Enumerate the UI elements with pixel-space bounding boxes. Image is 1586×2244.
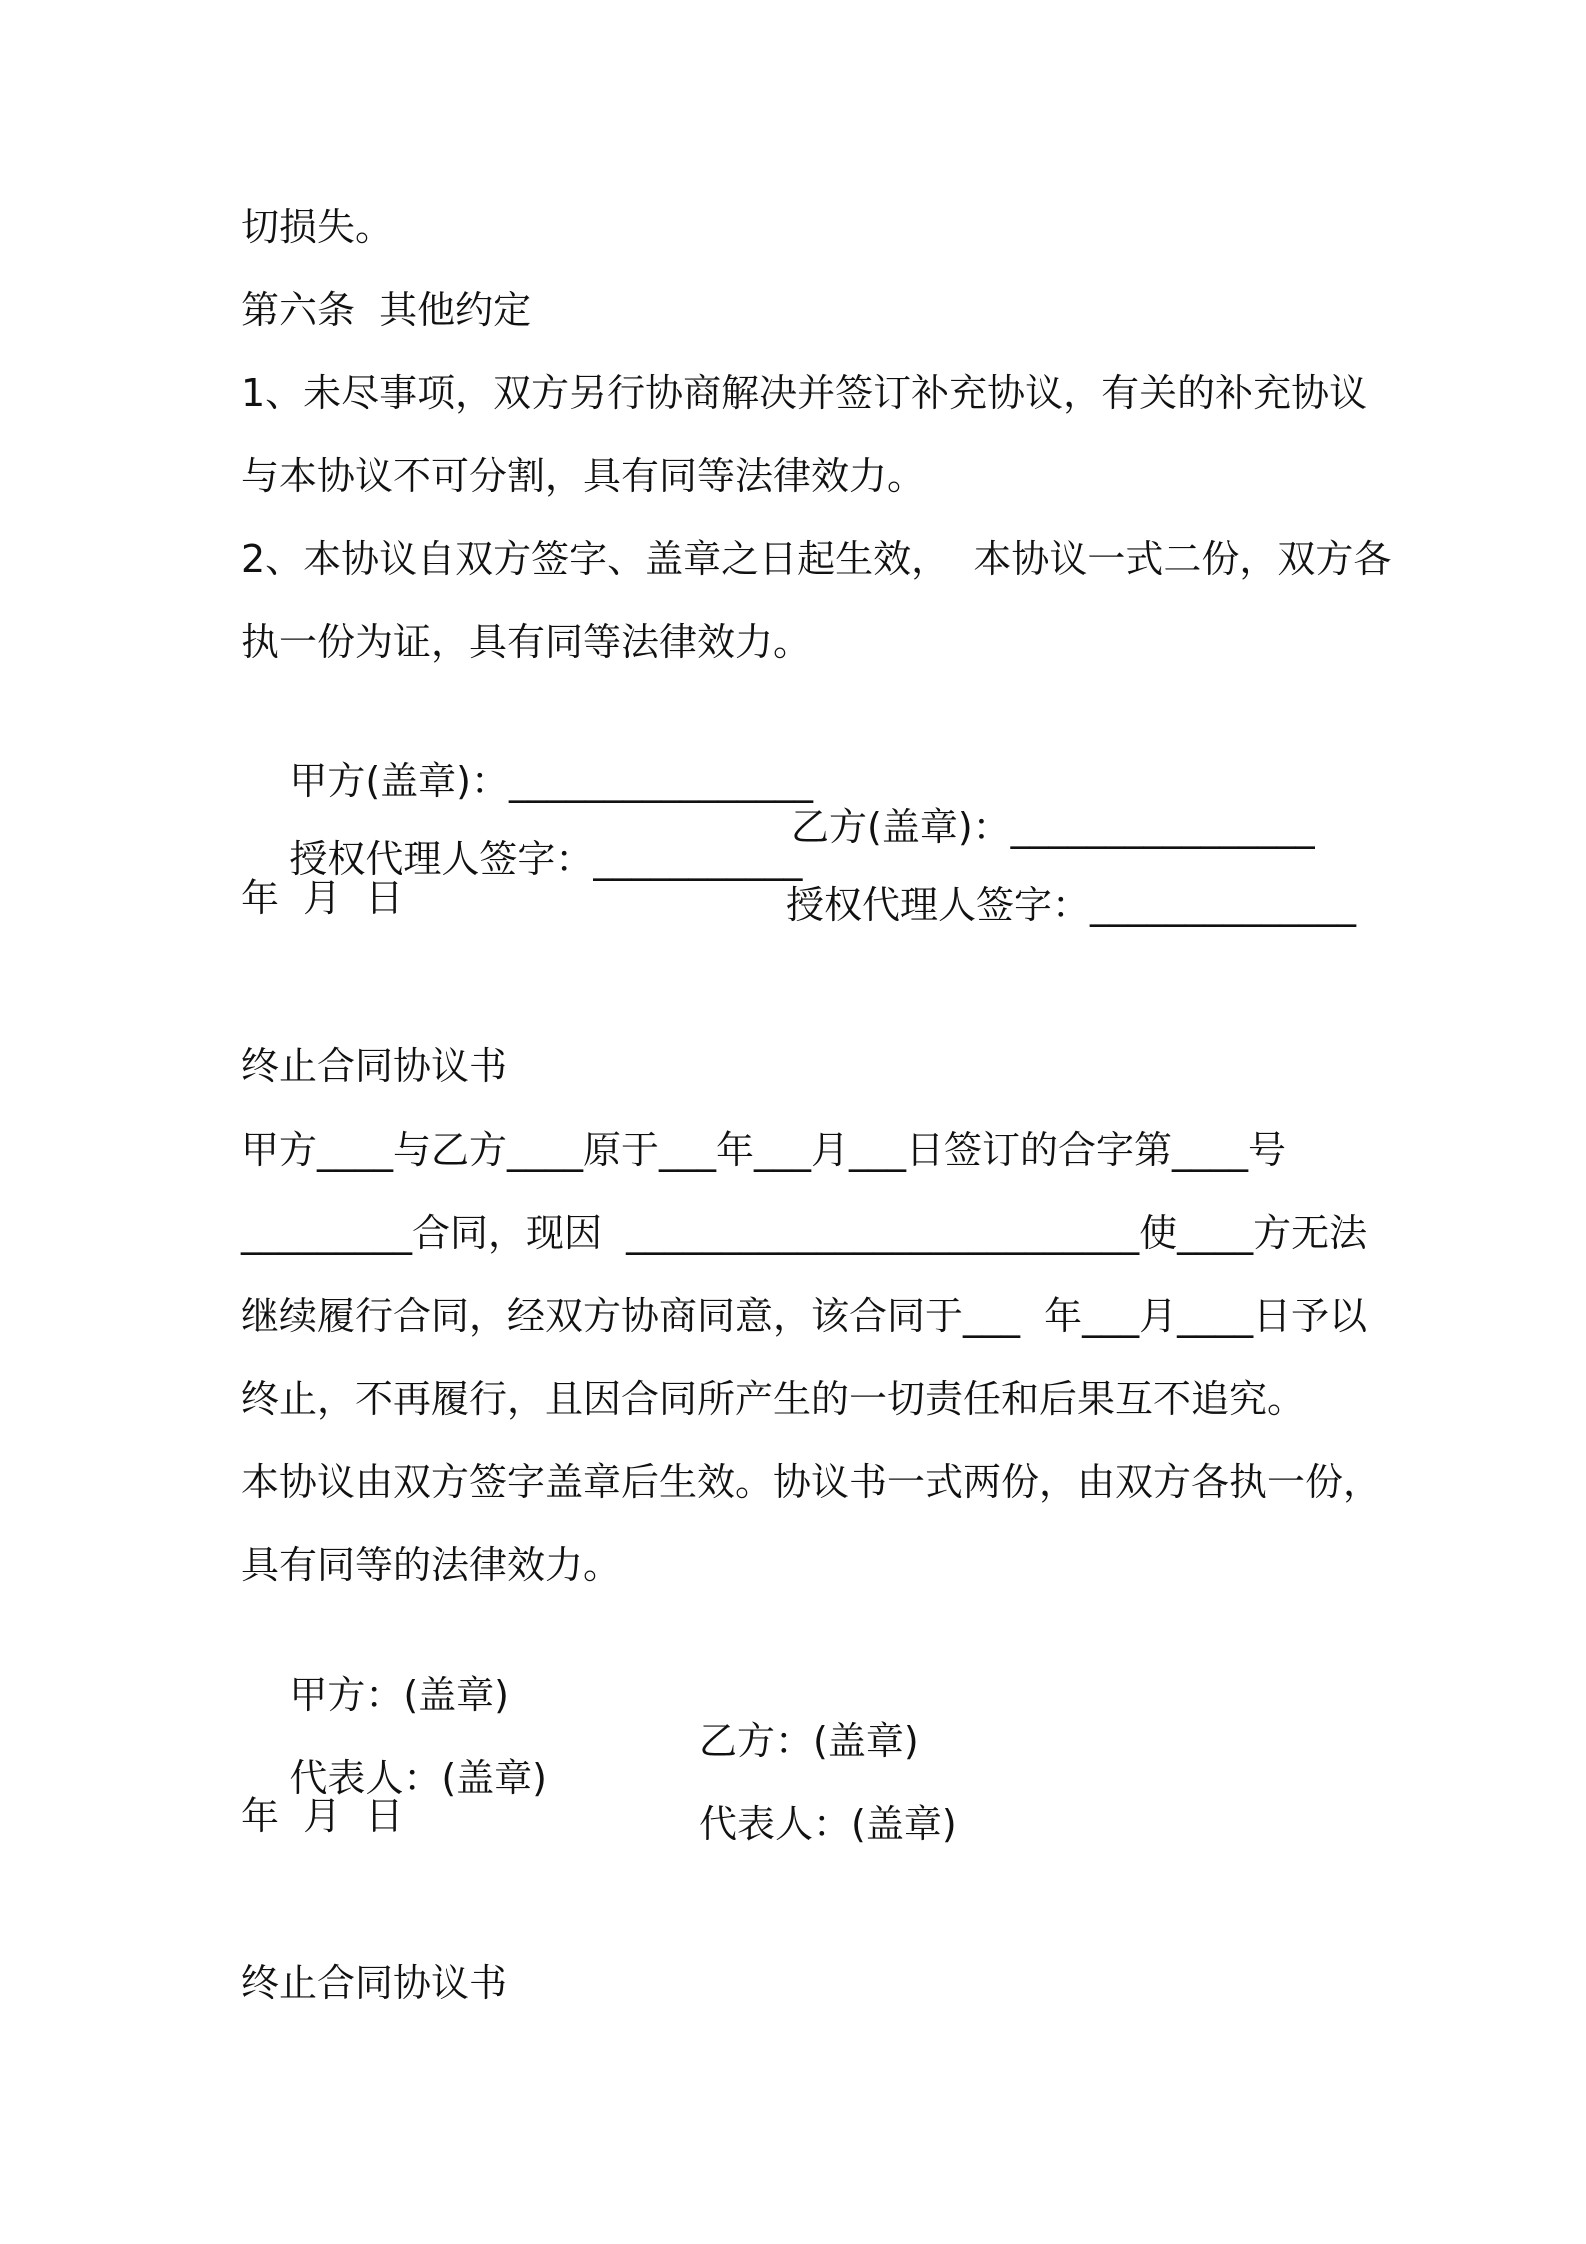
text-line: 切损失。 (241, 205, 394, 249)
document-title: 终止合同协议书 (241, 1044, 508, 1088)
party-a-representative: 代表人：(盖章) (289, 1756, 547, 1800)
section-heading: 第六条 其他约定 (241, 288, 532, 332)
party-b-representative: 代表人：(盖章) (699, 1802, 957, 1846)
text-line: _________合同，现因 ___________________________使____方无法 (241, 1211, 1368, 1255)
party-b-seal-field: 乙方(盖章)：________________ (791, 805, 1315, 849)
party-a-seal: 甲方：(盖章) (289, 1673, 509, 1717)
text-line: 与本协议不可分割，具有同等法律效力。 (241, 454, 926, 498)
date-line: 年 月 日 (241, 876, 404, 920)
text-line: 本协议由双方签字盖章后生效。协议书一式两份，由双方各执一份， (241, 1460, 1382, 1504)
document-title: 终止合同协议书 (241, 1961, 508, 2005)
party-b-seal: 乙方：(盖章) (699, 1719, 919, 1763)
text-line: 2、本协议自双方签字、盖章之日起生效， 本协议一式二份，双方各 (241, 537, 1392, 581)
text-line: 执一份为证，具有同等法律效力。 (241, 620, 812, 664)
text-line: 甲方____与乙方____原于___年___月___日签订的合字第____号 (241, 1128, 1287, 1172)
text-line: 继续履行合同，经双方协商同意，该合同于___ 年___月____日予以 (241, 1294, 1368, 1338)
party-a-seal-field: 甲方(盖章)：________________ (289, 759, 813, 803)
date-line: 年 月 日 (241, 1794, 404, 1838)
text-line: 1、未尽事项，双方另行协商解决并签订补充协议，有关的补充协议 (241, 371, 1368, 415)
text-line: 具有同等的法律效力。 (241, 1543, 622, 1587)
party-a-agent-field: 授权代理人签字：___________ (289, 837, 803, 881)
party-b-agent-field: 授权代理人签字：______________ (786, 883, 1357, 927)
text-line: 终止，不再履行，且因合同所产生的一切责任和后果互不追究。 (241, 1377, 1306, 1421)
